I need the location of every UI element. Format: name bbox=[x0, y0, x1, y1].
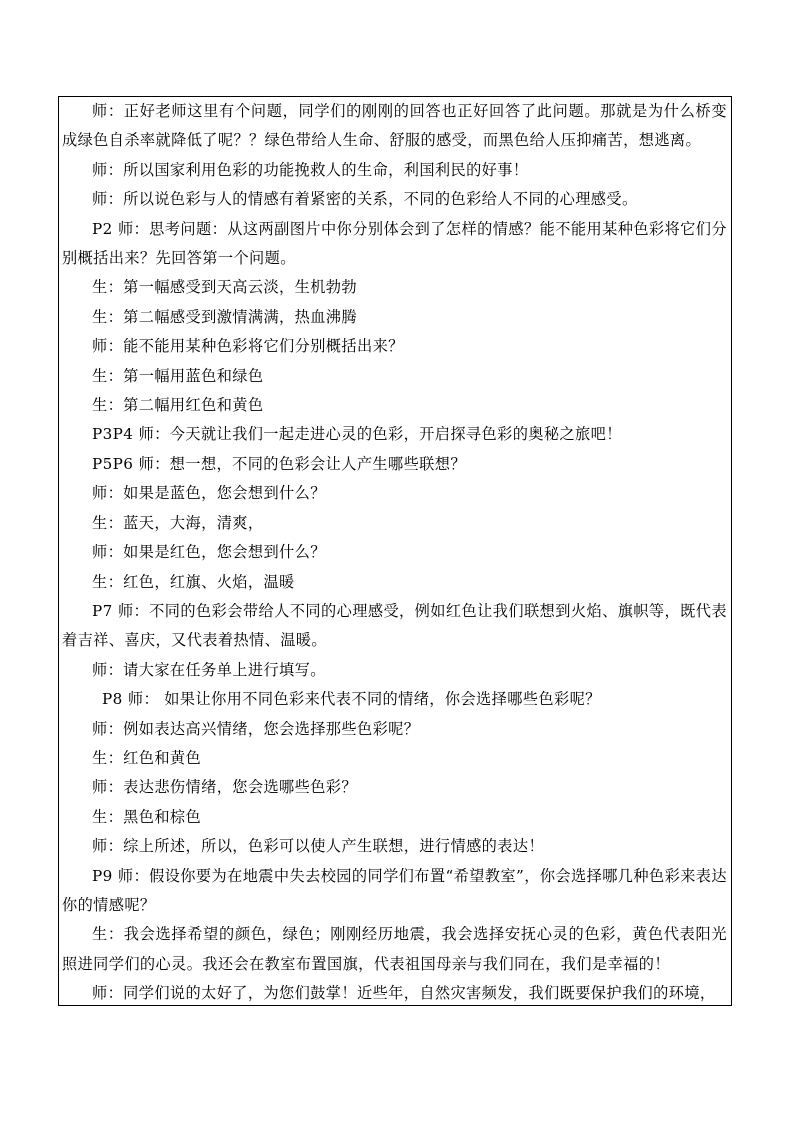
paragraph-15: 生：红色，红旗、火焰，温暖 bbox=[92, 572, 295, 591]
paragraph-11: P5P6 师：想一想，不同的色彩会让人产生哪些联想？ bbox=[92, 454, 466, 473]
paragraph-23: 师：综上所述，所以，色彩可以使人产生联想，进行情感的表达！ bbox=[92, 837, 545, 856]
paragraph-21: 师：表达悲伤情绪，您会选哪些色彩？ bbox=[92, 778, 357, 797]
paragraph-20: 生：红色和黄色 bbox=[92, 748, 202, 767]
paragraph-22: 生：黑色和棕色 bbox=[92, 807, 202, 826]
paragraph-17: 师：请大家在任务单上进行填写。 bbox=[92, 660, 326, 679]
lesson-transcript bbox=[59, 97, 731, 1009]
paragraph-25: 生：我会选择希望的颜色，绿色；刚刚经历地震，我会选择安抚心灵的色彩，黄色代表阳光照进同学们的心灵。我还会在教室布置国旗，代表祖国母亲与我们同在，我们是幸福的！ bbox=[62, 925, 727, 973]
paragraph-1: 师：正好老师这里有个问题，同学们的刚刚的回答也正好回答了此问题。那就是为什么桥变成绿色自杀率就降低了呢？？绿色带给人生命、舒服的感受，而黑色给人压抑痛苦，想逃离。 bbox=[62, 102, 727, 150]
paragraph-8: 生：第一幅用蓝色和绿色 bbox=[92, 366, 264, 385]
paragraph-12: 师：如果是蓝色，您会想到什么？ bbox=[92, 484, 326, 503]
paragraph-26: 师：同学们说的太好了，为您们鼓掌！近些年，自然灾害频发，我们既要保护我们的环境， bbox=[92, 984, 716, 1003]
paragraph-7: 师：能不能用某种色彩将它们分别概括出来？ bbox=[92, 337, 404, 356]
paragraph-24: P9 师：假设你要为在地震中失去校园的同学们布置“希望教室”，你会选择哪几种色彩来表达你的情感呢？ bbox=[62, 866, 727, 914]
paragraph-3: 师：所以说色彩与人的情感有着紧密的关系，不同的色彩给人不同的心理感受。 bbox=[92, 190, 638, 209]
paragraph-10: P3P4 师：今天就让我们一起走进心灵的色彩，开启探寻色彩的奥秘之旅吧！ bbox=[92, 425, 622, 444]
lesson-transcript-box bbox=[58, 96, 732, 1006]
paragraph-19: 师：例如表达高兴情绪，您会选择那些色彩呢？ bbox=[92, 719, 420, 738]
paragraph-2: 师：所以国家利用色彩的功能挽救人的生命，利国利民的好事！ bbox=[92, 160, 529, 179]
paragraph-18: P8 师： 如果让你用不同色彩来代表不同的情绪，你会选择哪些色彩呢？ bbox=[102, 690, 601, 709]
paragraph-9: 生：第二幅用红色和黄色 bbox=[92, 396, 264, 415]
paragraph-16: P7 师：不同的色彩会带给人不同的心理感受，例如红色让我们联想到火焰、旗帜等，既代表着吉祥、喜庆，又代表着热情、温暖。 bbox=[62, 601, 727, 650]
paragraph-5: 生：第一幅感受到天高云淡，生机勃勃 bbox=[92, 278, 357, 297]
paragraph-4: P2 师：思考问题：从这两副图片中你分别体会到了怎样的情感？能不能用某种色彩将它们分别概括出来？先回答第一个问题。 bbox=[62, 219, 727, 268]
paragraph-6: 生：第二幅感受到激情满满，热血沸腾 bbox=[92, 307, 357, 326]
paragraph-13: 生：蓝天，大海，清爽， bbox=[92, 513, 264, 532]
paragraph-14: 师：如果是红色，您会想到什么？ bbox=[92, 543, 326, 562]
